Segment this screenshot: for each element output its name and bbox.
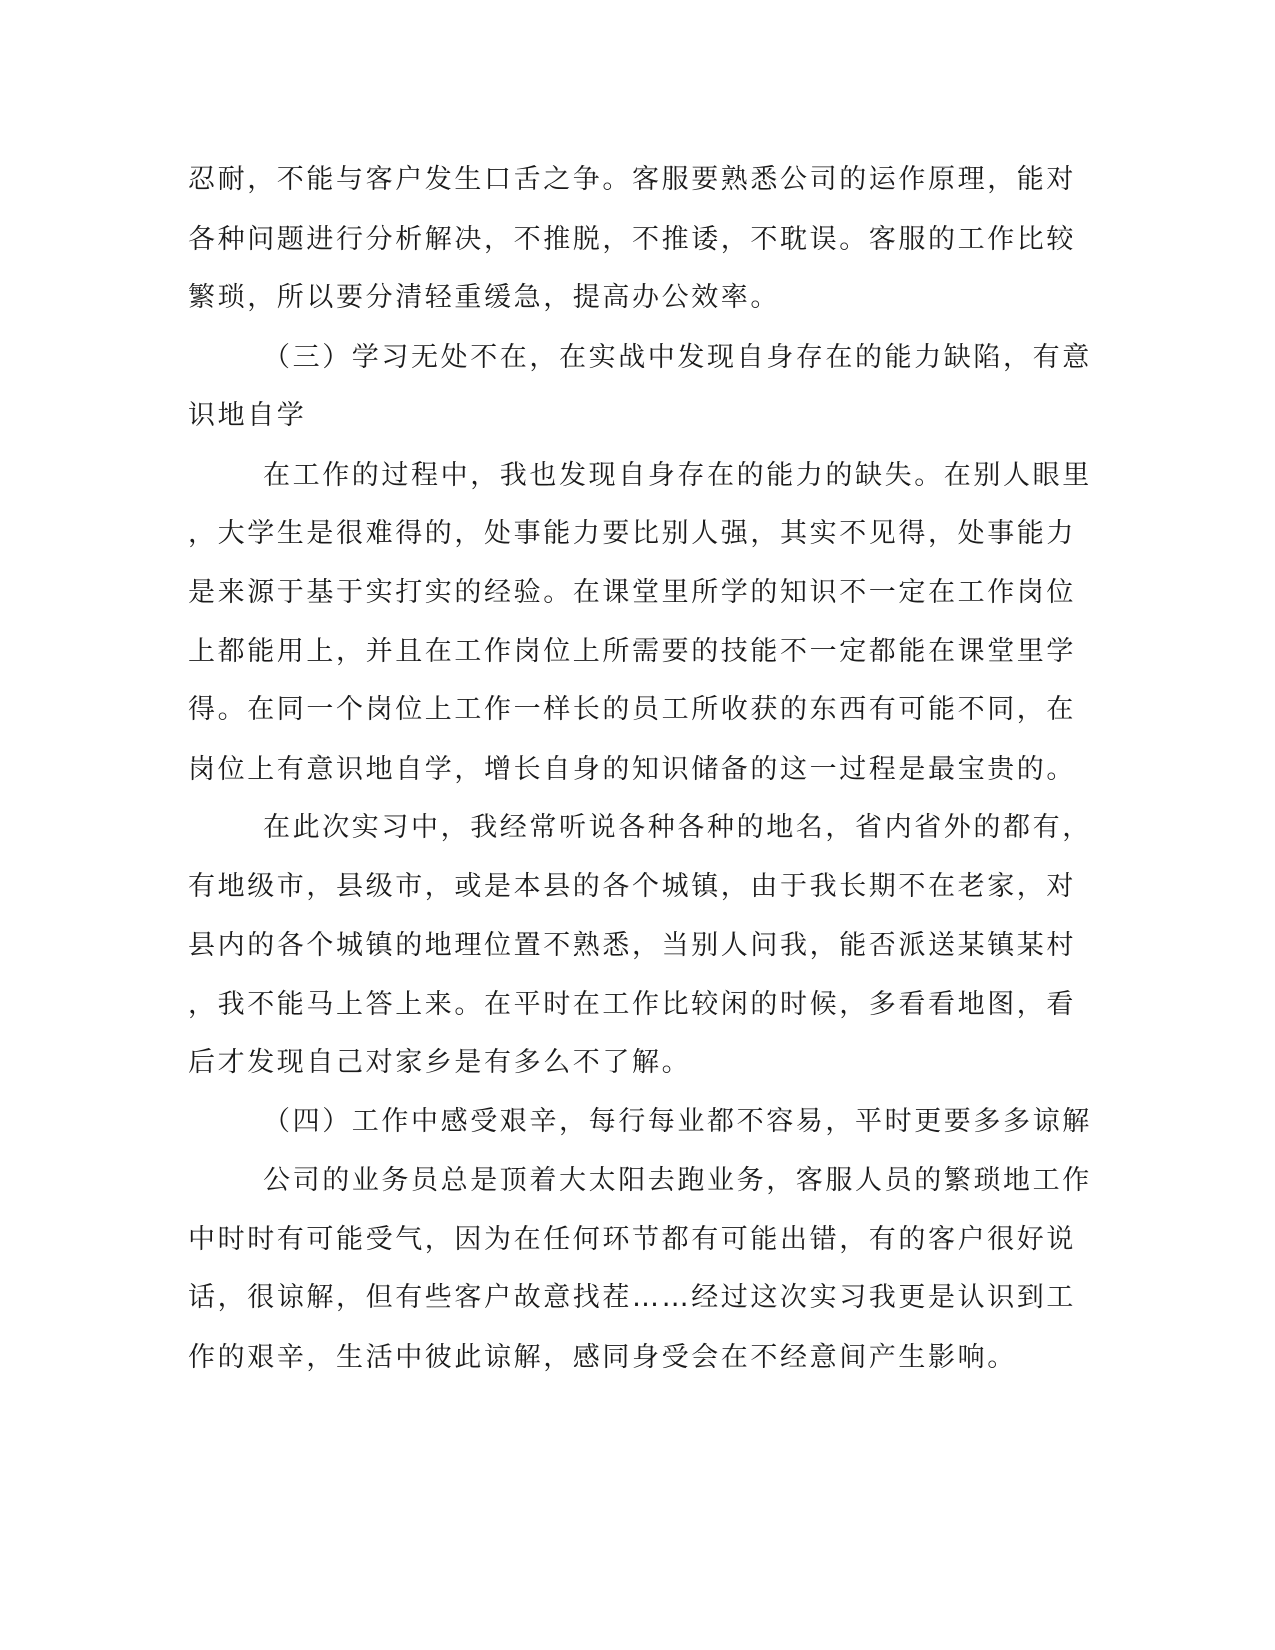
text-line: 得。在同一个岗位上工作一样长的员工所收获的东西有可能不同，在: [188, 694, 1076, 725]
text-line: 上都能用上，并且在工作岗位上所需要的技能不一定都能在课堂里学: [188, 636, 1076, 667]
text-line: ，我不能马上答上来。在平时在工作比较闲的时候，多看看地图，看: [188, 989, 1076, 1020]
section-heading: （三）学习无处不在，在实战中发现自身存在的能力缺陷，有意: [263, 342, 1092, 373]
text-line: 话，很谅解，但有些客户故意找茬……经过这次实习我更是认识到工: [188, 1282, 1076, 1313]
text-line: 中时时有可能受气，因为在任何环节都有可能出错，有的客户很好说: [188, 1224, 1076, 1255]
text-line: 后才发现自己对家乡是有多么不了解。: [188, 1047, 692, 1078]
text-line: 岗位上有意识地自学，增长自身的知识储备的这一过程是最宝贵的。: [188, 754, 1076, 785]
section-heading: （四）工作中感受艰辛，每行每业都不容易，平时更要多多谅解: [263, 1106, 1092, 1137]
text-line: 作的艰辛，生活中彼此谅解，感同身受会在不经意间产生影响。: [188, 1342, 1017, 1373]
text-line: 县内的各个城镇的地理位置不熟悉，当别人问我，能否派送某镇某村: [188, 930, 1076, 961]
paragraph-start: 在工作的过程中，我也发现自身存在的能力的缺失。在别人眼里: [263, 460, 1092, 491]
section-heading: 识地自学: [188, 400, 307, 431]
text-line: 各种问题进行分析解决，不推脱，不推诿，不耽误。客服的工作比较: [188, 224, 1076, 255]
text-line: ，大学生是很难得的，处事能力要比别人强，其实不见得，处事能力: [188, 518, 1076, 549]
text-line: 繁琐，所以要分清轻重缓急，提高办公效率。: [188, 282, 780, 313]
text-line: 有地级市，县级市，或是本县的各个城镇，由于我长期不在老家，对: [188, 871, 1076, 902]
paragraph-start: 公司的业务员总是顶着大太阳去跑业务，客服人员的繁琐地工作: [263, 1165, 1092, 1196]
text-line: 是来源于基于实打实的经验。在课堂里所学的知识不一定在工作岗位: [188, 577, 1076, 608]
paragraph-start: 在此次实习中，我经常听说各种各种的地名，省内省外的都有，: [263, 812, 1092, 843]
text-line: 忍耐，不能与客户发生口舌之争。客服要熟悉公司的运作原理，能对: [188, 164, 1076, 195]
